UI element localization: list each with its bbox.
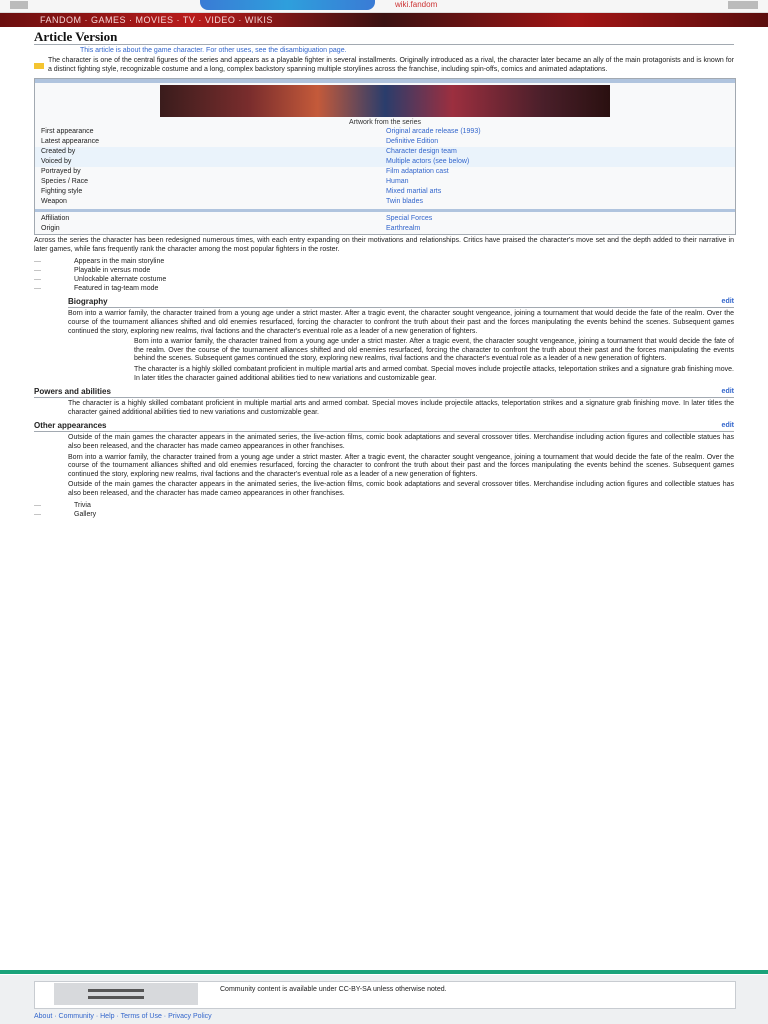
infobox-separator: [35, 209, 735, 212]
infobox-label: Origin: [41, 225, 60, 233]
list-item: — Playable in versus mode: [34, 267, 151, 275]
intro-paragraph: The character is one of the central figures of the series and appears as a playable fighter in several installments. Originally introduced as a rival, the character later became an ally of the main protagonists and is known for a distinct fighting style, recognizable costume and a long, complex backstory spanning multiple storylines across the franchise, including spin-offs, comics and animated adaptations.: [47, 57, 734, 73]
bullet-icon: —: [34, 511, 41, 519]
section-heading: Biography edit: [68, 297, 734, 307]
infobox-value[interactable]: Multiple actors (see below): [386, 158, 470, 166]
feature-list: [34, 257, 734, 293]
thumbnail-line: [88, 996, 144, 999]
section-text: Outside of the main games the character appears in the animated series, the live-action films, comic book adaptations and several crossover titles. Merchandise including action figures and collectible statues has also been released, and the character has made cameo appearances in other franchises.: [68, 481, 734, 497]
edit-link[interactable]: edit: [721, 388, 734, 396]
banner-text: FANDOM · GAMES · MOVIES · TV · VIDEO · WIKIS: [40, 15, 273, 25]
infobox-row: [35, 127, 735, 137]
warning-icon: [34, 63, 44, 69]
section-powers: [34, 387, 734, 417]
infobox-value[interactable]: Film adaptation cast: [386, 168, 449, 176]
footer-license-text: Community content is available under CC-BY-SA unless otherwise noted.: [220, 986, 447, 993]
notice-row: [34, 57, 734, 74]
section-biography: [34, 297, 734, 383]
footer-thumbnail[interactable]: [54, 983, 198, 1005]
tail-list: [34, 501, 734, 519]
thumbnail-line: [88, 989, 144, 992]
infobox-row: [35, 137, 735, 147]
infobox-row: [35, 197, 735, 207]
infobox-row: [35, 177, 735, 187]
section-heading: Other appearances edit: [34, 421, 734, 431]
infobox-value[interactable]: Character design team: [386, 148, 457, 156]
infobox-caption: Artwork from the series: [349, 119, 421, 127]
footer-accent-bar: [0, 970, 768, 974]
infobox-row: [35, 224, 735, 234]
infobox-value[interactable]: Twin blades: [386, 198, 423, 206]
infobox-label: Fighting style: [41, 188, 83, 196]
section-text: Born into a warrior family, the character trained from a young age under a strict master. After a tragic event, the character sought vengeance, joining a tournament that would decide the fate of the realm. Over the course of the tournament alliances shifted and old enemies resurfaced, forcing the character to confront the truth about their past and the forces manipulating the events behind the scenes. Subsequent games continued the story, exploring new realms, rival factions and the character's eventual role as a leader of a new generation of fighters.: [68, 453, 734, 478]
bullet-icon: —: [34, 276, 41, 284]
infobox-label: Latest appearance: [41, 138, 99, 146]
infobox-label: Species / Race: [41, 178, 89, 186]
edit-link[interactable]: edit: [721, 298, 734, 306]
section-text: The character is a highly skilled combatant proficient in multiple martial arts and armed combat. Special moves include projectile attacks, teleportation strikes and a signature grab finishing move. In later titles the character gained additional abilities tied to new variations and customizable gear.: [134, 365, 734, 382]
bullet-icon: —: [34, 502, 41, 510]
hatnote-link[interactable]: This article is about the game character. For other uses, see the disambiguation page.: [80, 47, 347, 54]
bullet-icon: —: [34, 267, 41, 275]
infobox-value[interactable]: Definitive Edition: [386, 138, 439, 146]
site-tagline[interactable]: wiki.fandom: [395, 0, 438, 9]
infobox-label: Affiliation: [41, 215, 70, 223]
infobox-header: [35, 79, 735, 83]
infobox-image[interactable]: [160, 85, 610, 117]
top-bar: [0, 0, 768, 13]
infobox-value[interactable]: Earthrealm: [386, 225, 421, 233]
infobox-value[interactable]: Human: [386, 178, 409, 186]
infobox-label: Weapon: [41, 198, 67, 206]
bullet-icon: —: [34, 258, 41, 266]
article-content: [34, 30, 734, 519]
menu-icon[interactable]: [10, 1, 28, 9]
search-icon[interactable]: [728, 1, 758, 9]
infobox-value[interactable]: Mixed martial arts: [386, 188, 442, 196]
infobox-row: [35, 147, 735, 157]
list-item: — Unlockable alternate costume: [34, 276, 167, 284]
infobox-value[interactable]: Original arcade release (1993): [386, 128, 481, 136]
infobox-label: Created by: [41, 148, 76, 156]
edit-link[interactable]: edit: [721, 422, 734, 430]
infobox-row: [35, 214, 735, 224]
infobox: [34, 78, 736, 235]
infobox-value[interactable]: Special Forces: [386, 215, 433, 223]
section-heading: Powers and abilities edit: [34, 387, 734, 397]
section-other: [34, 421, 734, 498]
infobox-label: Voiced by: [41, 158, 72, 166]
hatnote: [80, 47, 734, 55]
community-banner[interactable]: [0, 13, 768, 27]
page-title: Article Version: [34, 30, 734, 45]
infobox-label: First appearance: [41, 128, 94, 136]
footer-links[interactable]: About · Community · Help · Terms of Use · Privacy Policy: [34, 1013, 212, 1020]
bullet-icon: —: [34, 285, 41, 293]
infobox-row: [35, 157, 735, 167]
infobox-row: [35, 167, 735, 177]
site-logo[interactable]: [200, 0, 375, 10]
list-item: — Featured in tag-team mode: [34, 285, 159, 293]
list-item[interactable]: — Gallery: [34, 511, 97, 519]
section-text: Born into a warrior family, the character trained from a young age under a strict master. After a tragic event, the character sought vengeance, joining a tournament that would decide the fate of the realm. Over the course of the tournament alliances shifted and old enemies resurfaced, forcing the character to confront the truth about their past and the forces manipulating the events behind the scenes. Subsequent games continued the story, exploring new realms, rival factions and the character's eventual role as a leader of a new generation of fighters.: [68, 310, 734, 335]
infobox-label: Portrayed by: [41, 168, 81, 176]
body-paragraph: Across the series the character has been redesigned numerous times, with each entry expanding on their motivations and relationships. Critics have praised the character's move set and the depth added to their narrative in later games, while fans frequently rank the character among the most popular fighters in the roster.: [34, 237, 734, 253]
list-item: — Appears in the main storyline: [34, 258, 165, 266]
page-footer: [0, 975, 768, 1024]
list-item[interactable]: — Trivia: [34, 502, 91, 510]
section-text: Born into a warrior family, the character trained from a young age under a strict master. After a tragic event, the character sought vengeance, joining a tournament that would decide the fate of the realm. Over the course of the tournament alliances shifted and old enemies resurfaced, forcing the character to confront the truth about their past and the forces manipulating the events behind the scenes. Subsequent games continued the story, exploring new realms, rival factions and the character's eventual role as a leader of a new generation of fighters.: [134, 338, 734, 363]
section-text: The character is a highly skilled combatant proficient in multiple martial arts and armed combat. Special moves include projectile attacks, teleportation strikes and a signature grab finishing move. In later titles the character gained additional abilities tied to new variations and customizable gear.: [68, 400, 734, 416]
infobox-row: [35, 187, 735, 197]
section-text: Outside of the main games the character appears in the animated series, the live-action films, comic book adaptations and several crossover titles. Merchandise including action figures and collectible statues has also been released, and the character has made cameo appearances in other franchises.: [68, 434, 734, 450]
